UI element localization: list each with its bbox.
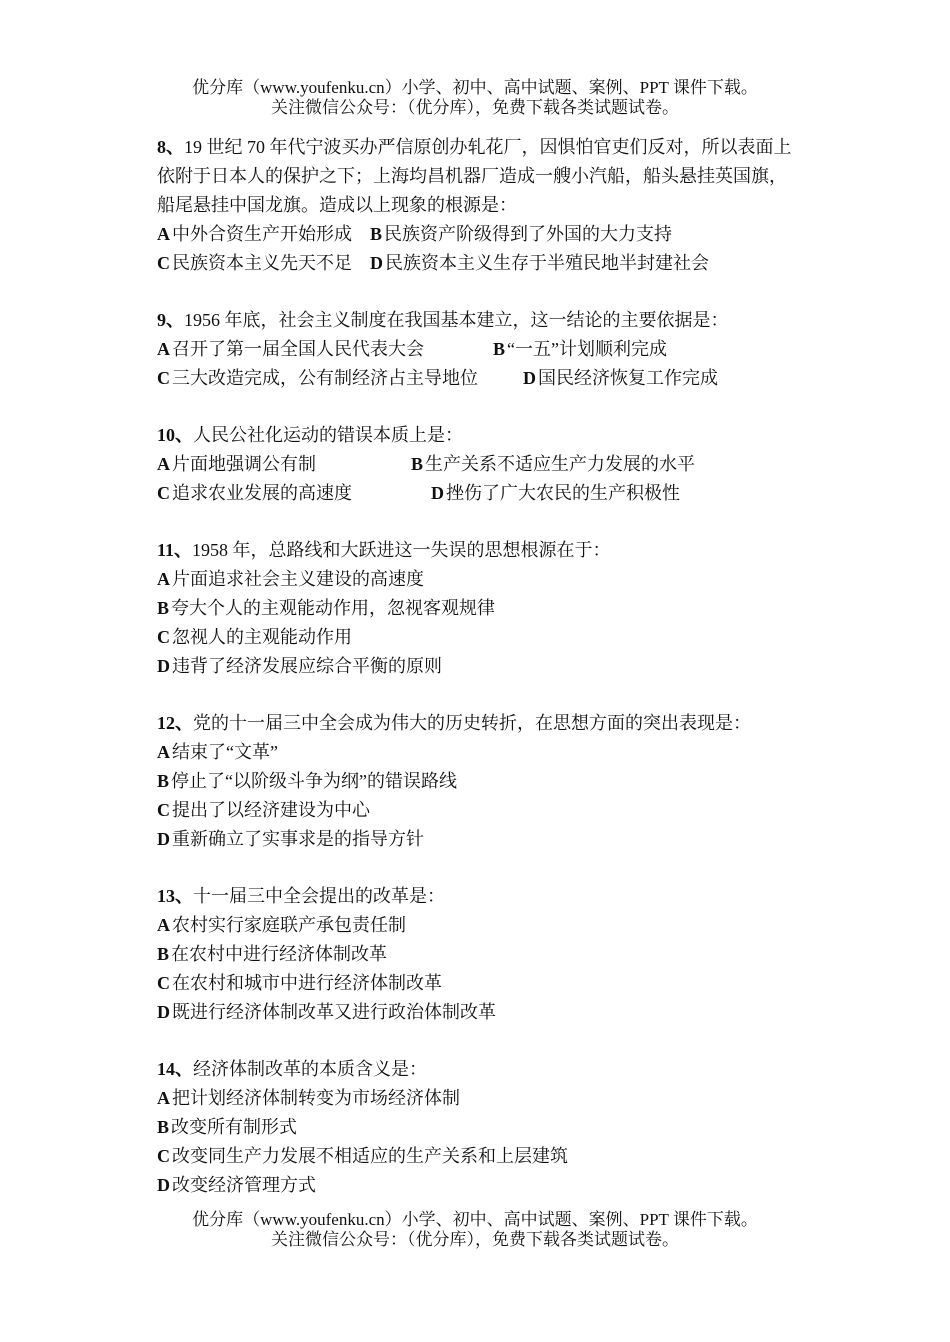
option-b[interactable]: B 停止了“以阶级斗争为纲”的错误路线 (157, 771, 457, 791)
option-c-text: 改变同生产力发展不相适应的生产关系和上层建筑 (172, 1146, 568, 1166)
question-8 (157, 133, 857, 278)
footer-line-2: 关注微信公众号：（优分库），免费下载各类试题试卷。 (271, 1230, 679, 1249)
option-d[interactable]: D 违背了经济发展应综合平衡的原则 (157, 656, 442, 676)
question-11 (157, 536, 857, 681)
option-d-text: 重新确立了实事求是的指导方针 (172, 829, 424, 849)
option-a[interactable]: A 召开了第一届全国人民代表大会 (157, 339, 424, 359)
option-d[interactable]: D 改变经济管理方式 (157, 1175, 316, 1195)
option-c[interactable]: C 提出了以经济建设为中心 (157, 800, 370, 820)
option-d-text: 国民经济恢复工作完成 (538, 368, 718, 388)
option-a[interactable]: A 片面追求社会主义建设的高速度 (157, 569, 424, 589)
option-d[interactable]: D 重新确立了实事求是的指导方针 (157, 829, 424, 849)
question-stem-line: 党的十一届三中全会成为伟大的历史转折，在思想方面的突出表现是： (193, 713, 751, 733)
header-line-1: 优分库（www.youfenku.cn）小学、初中、高中试题、案例、PPT 课件下载。 (192, 78, 758, 97)
question-stem-line: 人民公社化运动的错误本质上是： (193, 425, 463, 445)
option-d[interactable]: D 挫伤了广大农民的生产积极性 (431, 483, 680, 503)
option-a[interactable]: A 把计划经济体制转变为市场经济体制 (157, 1088, 460, 1108)
page-footer (0, 1210, 950, 1250)
question-number: 9、 (157, 310, 184, 330)
option-c[interactable]: C 改变同生产力发展不相适应的生产关系和上层建筑 (157, 1146, 568, 1166)
option-c[interactable]: C 三大改造完成，公有制经济占主导地位 (157, 368, 478, 388)
option-a[interactable]: A 片面地强调公有制 (157, 454, 316, 474)
option-c-text: 三大改造完成，公有制经济占主导地位 (172, 368, 478, 388)
page-header (0, 78, 950, 118)
option-c-text: 在农村和城市中进行经济体制改革 (172, 973, 442, 993)
option-b[interactable]: B 改变所有制形式 (157, 1117, 298, 1137)
question-list (157, 133, 857, 1200)
option-b-text: 停止了“以阶级斗争为纲”的错误路线 (171, 771, 457, 791)
question-number: 11、 (157, 540, 193, 560)
option-c-text: 提出了以经济建设为中心 (172, 800, 370, 820)
option-d-text: 挫伤了广大农民的生产积极性 (446, 483, 680, 503)
option-b-text: 改变所有制形式 (171, 1117, 298, 1137)
option-b-text: 在农村中进行经济体制改革 (171, 944, 388, 964)
option-d[interactable]: D 既进行经济体制改革又进行政治体制改革 (157, 1002, 496, 1022)
question-number: 14、 (157, 1059, 193, 1079)
question-9 (157, 306, 857, 393)
option-d-text: 违背了经济发展应综合平衡的原则 (172, 656, 442, 676)
question-14 (157, 1055, 857, 1200)
question-10 (157, 421, 857, 508)
question-stem-line: 1958 年，总路线和大跃进这一失误的思想根源在于： (192, 540, 611, 560)
option-d-text: 既进行经济体制改革又进行政治体制改革 (172, 1002, 496, 1022)
option-a[interactable]: A 中外合资生产开始形成 (157, 224, 352, 244)
option-b[interactable]: B 在农村中进行经济体制改革 (157, 944, 388, 964)
question-stem-line: 依附于日本人的保护之下；上海均昌机器厂造成一艘小汽船，船头悬挂英国旗， (157, 166, 787, 186)
option-d-text: 民族资本主义生存于半殖民地半封建社会 (385, 253, 709, 273)
question-12 (157, 709, 857, 854)
footer-line-1: 优分库（www.youfenku.cn）小学、初中、高中试题、案例、PPT 课件下载。 (192, 1210, 758, 1229)
option-a-text: 农村实行家庭联产承包责任制 (172, 915, 406, 935)
option-a-text: 把计划经济体制转变为市场经济体制 (172, 1088, 460, 1108)
question-stem-line: 十一届三中全会提出的改革是： (193, 886, 445, 906)
option-a-text: 结束了“文革” (172, 742, 278, 762)
question-stem-line: 19 世纪 70 年代宁波买办严信原创办轧花厂，因惧怕官吏们反对，所以表面上 (184, 137, 792, 157)
option-c-text: 追求农业发展的高速度 (172, 483, 352, 503)
option-a-text: 中外合资生产开始形成 (172, 224, 352, 244)
option-c[interactable]: C 追求农业发展的高速度 (157, 483, 352, 503)
question-13 (157, 882, 857, 1027)
option-a[interactable]: A 结束了“文革” (157, 742, 278, 762)
option-b[interactable]: B 夸大个人的主观能动作用，忽视客观规律 (157, 598, 496, 618)
question-number: 10、 (157, 425, 193, 445)
option-d-text: 改变经济管理方式 (172, 1175, 316, 1195)
option-a[interactable]: A 农村实行家庭联产承包责任制 (157, 915, 406, 935)
question-stem-line: 船尾悬挂中国龙旗。造成以上现象的根源是： (157, 195, 517, 215)
option-b-text: “一五”计划顺利完成 (507, 339, 667, 359)
question-number: 12、 (157, 713, 193, 733)
option-b-text: 民族资产阶级得到了外国的大力支持 (384, 224, 673, 244)
option-c-text: 忽视人的主观能动作用 (172, 627, 352, 647)
option-a-text: 片面追求社会主义建设的高速度 (172, 569, 424, 589)
question-number: 8、 (157, 137, 184, 157)
option-c[interactable]: C 民族资本主义先天不足 (157, 253, 352, 273)
question-stem-line: 1956 年底，社会主义制度在我国基本建立，这一结论的主要依据是： (184, 310, 729, 330)
question-number: 13、 (157, 886, 193, 906)
option-b[interactable]: B 民族资产阶级得到了外国的大力支持 (370, 224, 673, 244)
option-b-text: 夸大个人的主观能动作用，忽视客观规律 (171, 598, 496, 618)
option-d[interactable]: D 民族资本主义生存于半殖民地半封建社会 (370, 253, 709, 273)
option-c[interactable]: C 忽视人的主观能动作用 (157, 627, 352, 647)
option-a-text: 召开了第一届全国人民代表大会 (172, 339, 424, 359)
option-c[interactable]: C 在农村和城市中进行经济体制改革 (157, 973, 442, 993)
option-b[interactable]: B “一五”计划顺利完成 (493, 339, 667, 359)
header-line-2: 关注微信公众号：（优分库），免费下载各类试题试卷。 (271, 98, 679, 117)
option-b[interactable]: B 生产关系不适应生产力发展的水平 (411, 454, 696, 474)
option-a-text: 片面地强调公有制 (172, 454, 316, 474)
option-c-text: 民族资本主义先天不足 (172, 253, 352, 273)
option-d[interactable]: D 国民经济恢复工作完成 (523, 368, 718, 388)
question-stem-line: 经济体制改革的本质含义是： (193, 1059, 427, 1079)
option-b-text: 生产关系不适应生产力发展的水平 (425, 454, 696, 474)
